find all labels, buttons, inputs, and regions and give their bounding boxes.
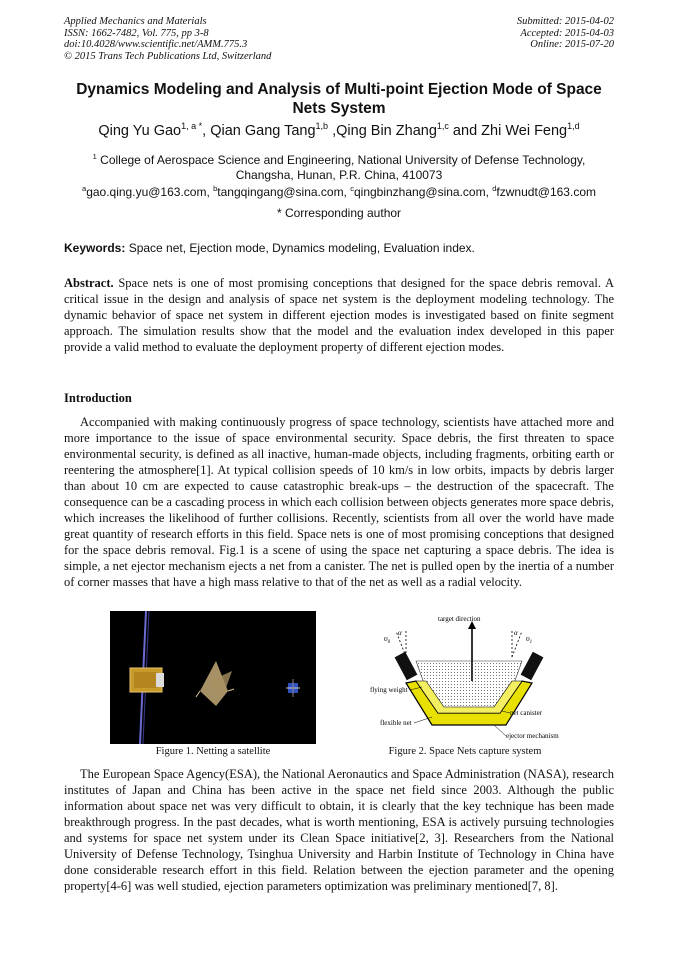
keywords: [64, 241, 614, 255]
email-superscript: c: [350, 184, 354, 193]
author-name: Qing Yu Gao: [98, 123, 182, 139]
abstract-label: Abstract.: [64, 276, 114, 290]
label-alpha-right: α: [514, 629, 518, 637]
label-ejector-mechanism: ejector mechanism: [506, 732, 559, 740]
submitted-date: Submitted: 2015-04-02: [516, 16, 614, 27]
online-date: Online: 2015-07-20: [530, 39, 614, 50]
body-paragraph: Accompanied with making continuously progress of space technology, scientists have attached more and more importance to the issue of space environmental security. Space debris, the first threaten to space environmental security, is defined as all inactive, human-made objects, including fragments, orbiting earth or reentering the atmosphere[1]. At typical collision speeds of 10 km/s in low orbits, impacts by debris larger than about 10 cm are expected to cause catastrophic break-ups – the destruction of the spacecraft. The consequence can be a cascading process in which each collision between objects generates more space debris, which increases the likelihood of further collisions. Recently, scientists from all over the world have made great quantity of research efforts in this field. Space nets is one of most promising conceptions that designed for the space debris removal. Fig.1 is a scene of using the space net capturing a space debris. The idea is simple, a net ejector mechanism ejects a net from a canister. The net is pulled open by the inertia of a number of corner masses that have a high mass relative to that of the net as well as a radial velocity.: [64, 415, 614, 589]
email-link[interactable]: fzwnudt@163.com: [496, 185, 596, 199]
abstract-text: Space nets is one of most promising conceptions that designed for the space debris removal. A critical issue in the design and analysis of space net system is the deployment modeling technology. The dynamic behavior of space net system in different ejection modes is investigated based on finite segment approach. The simulation results show that the model and the evaluation index developed in this paper provide a valid method to evaluate the deployment property of different ejection modes.: [64, 276, 614, 354]
email-link[interactable]: gao.qing.yu@163.com,: [86, 185, 214, 199]
affiliation: [80, 149, 598, 183]
label-velocity-right: υ: [526, 634, 530, 643]
email-link[interactable]: tangqingang@sina.com,: [217, 185, 351, 199]
author-superscript: 1,b: [315, 121, 329, 131]
svg-text:υ0: [384, 634, 391, 645]
journal-doi: doi:10.4028/www.scientific.net/AMM.775.3: [64, 39, 248, 50]
journal-name: Applied Mechanics and Materials: [64, 16, 207, 27]
email-link[interactable]: qingbinzhang@sina.com,: [353, 185, 493, 199]
journal-info: [64, 16, 271, 62]
flying-weight-left: [395, 652, 418, 681]
author-separator: ,: [328, 123, 337, 139]
email-superscript: b: [213, 184, 218, 193]
author-superscript: 1,d: [567, 121, 580, 131]
section-heading-introduction: Introduction: [64, 391, 132, 405]
journal-copyright: © 2015 Trans Tech Publications Ltd, Switzerland: [64, 50, 272, 62]
affiliation-text: College of Aerospace Science and Engineering, National University of Defense Technology, Changsha, Hunan, P.R. China, 410073: [100, 153, 586, 182]
netting-satellite-illustration: [110, 611, 316, 744]
email-list: [64, 184, 614, 199]
email-superscript: a: [82, 184, 87, 193]
figure-1-image: [110, 611, 316, 744]
author-name: Qian Gang Tang: [210, 123, 316, 139]
corresponding-author-note: * Corresponding author: [276, 206, 402, 220]
submission-dates: [517, 16, 614, 51]
svg-text:υ1: [526, 634, 532, 645]
author-superscript: 1,c: [436, 121, 449, 131]
figure-2-caption: Figure 2. Space Nets capture system: [388, 746, 542, 757]
author-name: Zhi Wei Feng: [481, 123, 568, 139]
space-net-capture-diagram: [366, 611, 562, 743]
paper-title: Dynamics Modeling and Analysis of Multi-point Ejection Mode of Space Nets System: [76, 81, 602, 117]
keywords-label: Keywords:: [64, 241, 126, 255]
label-velocity-left: υ: [384, 634, 388, 643]
journal-issn: ISSN: 1662-7482, Vol. 775, pp 3-8: [64, 27, 209, 39]
label-velocity-left-sub: 0: [387, 640, 391, 645]
author-list: [64, 121, 614, 139]
label-alpha-left: α: [398, 629, 402, 637]
body-paragraph: The European Space Agency(ESA), the National Aeronautics and Space Administration (NASA), research institutes of Japan and China has been active in the space net field since 2003. Although the public information about space net was very difficult to obtain, it is clearly that the key technique has been made breakthrough progress. In the past decades, what is worth mentioning, ESA is actively pursuing technologies and systems for space net system under its Clean Space initiative[2, 3]. Researchers from the National University of Defense Technology, Tsinghua University and Harbin Institute of Technology in China have done considerable research effort in this field. Relation between the ejection parameter and the opening property[4-6] was well studied, ejection parameters optimization was preliminary mentioned[7, 8].: [64, 767, 614, 893]
author-superscript: 1, a *: [181, 121, 203, 131]
label-target-direction: target direction: [438, 615, 481, 623]
author-name: Qing Bin Zhang: [336, 123, 437, 139]
figure-2-image: [366, 611, 562, 743]
label-flexible-net: flexible net: [380, 719, 412, 727]
accepted-date: Accepted: 2015-04-03: [520, 27, 614, 39]
affiliation-superscript: 1: [92, 152, 97, 161]
author-separator: and: [448, 123, 482, 139]
label-net-canister: net canister: [510, 709, 543, 717]
abstract: [64, 275, 614, 355]
email-superscript: d: [492, 184, 497, 193]
author-separator: ,: [202, 123, 211, 139]
label-flying-weight: flying weight: [370, 686, 408, 694]
figure-1-caption: Figure 1. Netting a satellite: [155, 746, 271, 757]
keywords-text: Space net, Ejection mode, Dynamics modeling, Evaluation index.: [125, 241, 475, 255]
flying-weight-right: [521, 652, 544, 681]
label-velocity-right-sub: 1: [529, 640, 533, 645]
